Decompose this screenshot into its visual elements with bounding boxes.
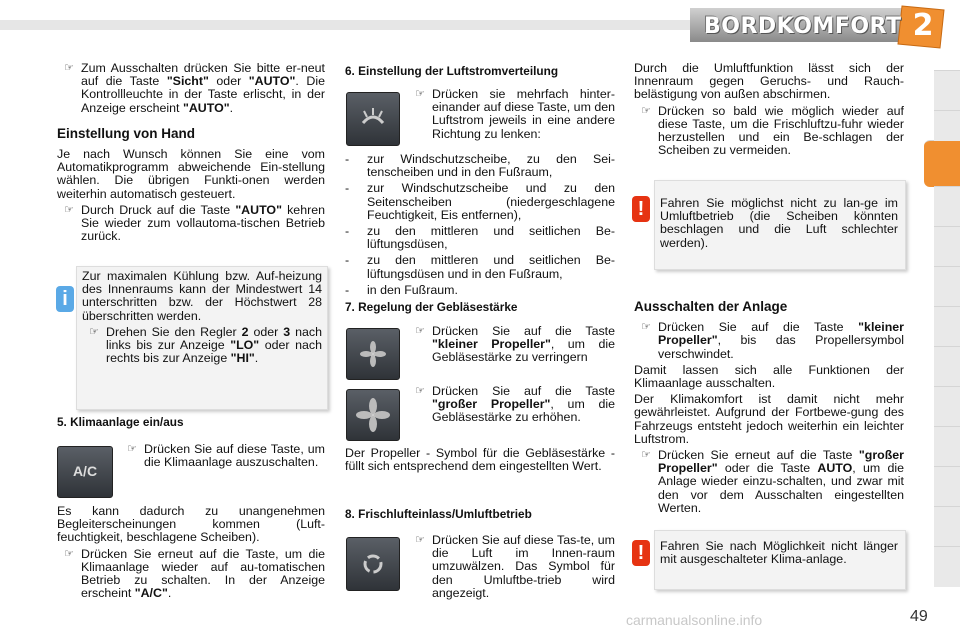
section-heading-8: 8. Frischlufteinlass/Umluftbetrieb — [345, 507, 532, 521]
side-tab-12[interactable] — [934, 546, 960, 587]
bullet-item — [408, 534, 615, 600]
paragraph: Durch die Umluftfunktion lässt sich der Innenraum gegen Geruchs- und Rauch-belästigung von außen abschirmen. — [634, 61, 904, 102]
section-heading-7: 7. Regelung der Gebläsestärke — [345, 300, 518, 315]
column-right-bottom — [634, 294, 904, 518]
pointing-hand-icon: ☞ — [415, 88, 425, 100]
side-tab-7[interactable] — [934, 346, 960, 387]
bullet-item — [408, 325, 615, 365]
large-fan-button-image — [346, 389, 400, 441]
side-tab-9[interactable] — [934, 426, 960, 467]
bullet-text: Drücken Sie auf die Taste "großer Propeller", um die Gebläsestärke zu erhöhen. — [432, 384, 615, 425]
paragraph: Je nach Wunsch können Sie eine vom Automatikprogramm abweichende Ein-stellung wählen. Die übrigen Funkti-onen werden weiterhin automatisch gesteuert. — [57, 147, 325, 201]
section-8-bullet — [408, 534, 615, 603]
section-7-bullet-b — [408, 385, 615, 428]
pointing-hand-icon: ☞ — [641, 321, 651, 334]
ac-notes — [57, 505, 325, 603]
bullet-item — [634, 105, 904, 158]
section-7-bullet-a — [408, 325, 615, 368]
warning-icon: ! — [632, 196, 650, 222]
info-icon: i — [56, 286, 74, 312]
paragraph: Damit lassen sich alle Funktionen der Klimaanlage ausschalten. — [634, 362, 904, 391]
pointing-hand-icon: ☞ — [89, 325, 99, 338]
air-distribution-button-image — [346, 92, 400, 146]
side-tab-10[interactable] — [934, 466, 960, 507]
warning-text: Fahren Sie nach Möglichkeit nicht länger mit ausgeschalteter Klima-anlage. — [660, 539, 898, 567]
paragraph: Es kann dadurch zu unangenehmen Begleiterscheinungen kommen (Luft-feuchtigkeit, beschlagene Scheiben). — [57, 504, 325, 545]
info-box-content — [82, 270, 322, 368]
info-text: Zur maximalen Kühlung bzw. Auf-heizung des Innenraums kann der Mindestwert 14 unterschritten bzw. der Höchstwert 28 überschritten werden. — [82, 269, 322, 323]
pointing-hand-icon: ☞ — [64, 547, 74, 560]
section-8-heading-wrap — [345, 508, 615, 521]
section-heading-manual: Einstellung von Hand — [57, 125, 196, 141]
side-tab-3[interactable] — [934, 186, 960, 227]
section-7-note — [345, 447, 615, 476]
chapter-number: 2 — [912, 8, 934, 43]
bullet-text: Drücken so bald wie möglich wieder auf diese Taste, um die Frischluftzu-fuhr wieder herzustellen und ein Be-schlagen der Scheiben zu vermeiden. — [658, 103, 904, 158]
bullet-item — [634, 321, 904, 361]
warning-icon: ! — [632, 540, 650, 566]
watermark: carmanualsonline.info — [626, 612, 763, 628]
pointing-hand-icon: ☞ — [641, 449, 651, 462]
bullet-text: Drücken Sie auf diese Taste, um die Klimaanlage auszuschalten. — [144, 442, 325, 470]
bullet-text: Drücken Sie auf die Taste "kleiner Propeller", bis das Propellersymbol verschwindet. — [658, 320, 904, 361]
warning-box-1-content — [660, 197, 898, 253]
section-6-list — [345, 153, 615, 314]
section-heading-6: 6. Einstellung der Luftstromverteilung — [345, 64, 559, 78]
bullet-item — [120, 443, 325, 469]
list-item: - zur Windschutzscheibe und zu den Seitenscheiben (niedergeschlagene Feuchtigkeit, Eis entfernen), — [345, 181, 615, 222]
section-5 — [57, 416, 325, 429]
list-item: - zur Windschutzscheibe, zu den Sei-tenscheiben und in den Fußraum, — [345, 152, 615, 180]
page-number: 49 — [910, 608, 928, 625]
pointing-hand-icon: ☞ — [127, 443, 137, 455]
bullet-item — [82, 326, 322, 366]
warning-box-2-content — [660, 540, 898, 569]
side-tab-active[interactable] — [924, 140, 960, 187]
bullet-item — [408, 385, 615, 425]
section-heading-5: 5. Klimaanlage ein/aus — [57, 415, 184, 429]
bullet-text: Drücken Sie erneut auf die Taste, um die Klimaanlage wieder auf au-tomatischen Betrieb zu schalten. In der Anzeige erscheint "A/C". — [81, 546, 325, 601]
bullet-text: Durch Druck auf die Taste "AUTO" kehren Sie wieder zum vollautoma-tischen Betrieb zurück. — [81, 202, 325, 244]
ac-button-description — [120, 443, 325, 472]
bullet-item — [57, 548, 325, 601]
bullet-text: Drücken Sie auf diese Tas-te, um die Luft im Innen-raum umzuwälzen. Das Symbol für den Umluftbe-trieb wird angezeigt. — [432, 533, 615, 600]
bullet-text: Drücken sie mehrfach hinter-einander auf diese Taste, um den Luftstrom jeweils in eine andere Richtung zu lenken: — [432, 87, 616, 141]
ac-button-image — [57, 446, 113, 498]
page-header — [0, 0, 960, 52]
recirculation-button-image — [346, 537, 400, 591]
small-propeller-icon — [347, 329, 399, 379]
large-propeller-icon — [347, 390, 399, 440]
pointing-hand-icon: ☞ — [415, 325, 425, 337]
side-tab-5[interactable] — [934, 266, 960, 307]
pointing-hand-icon: ☞ — [64, 203, 74, 216]
ac-button-label: A/C — [72, 463, 98, 479]
air-distribution-icon — [347, 93, 399, 145]
side-tab-1[interactable] — [934, 70, 960, 111]
pointing-hand-icon: ☞ — [641, 104, 651, 117]
side-tab-4[interactable] — [934, 226, 960, 267]
chapter-title: BORDKOMFORT — [704, 14, 902, 39]
bullet-text: Drehen Sie den Regler 2 oder 3 nach links bis zur Anzeige "LO" oder nach rechts bis zur Anzeige "HI". — [106, 324, 323, 366]
bullet-item — [634, 449, 904, 515]
pointing-hand-icon: ☞ — [415, 534, 425, 546]
bullet-text: Drücken Sie auf die Taste "kleiner Propeller", um die Gebläsestärke zu verringern — [432, 324, 615, 365]
list-item: - zu den mittleren und seitlichen Be-lüftungsdüsen und in den Fußraum, — [345, 253, 615, 281]
paragraph: Der Propeller - Symbol für die Gebläsestärke - füllt sich entsprechend dem eingestellten Wert. — [345, 446, 615, 474]
section-heading-off: Ausschalten der Anlage — [634, 299, 788, 314]
bullet-text: Zum Ausschalten drücken Sie bitte er-neut auf die Taste "Sicht" oder "AUTO". Die Kontrollleuchte in der Taste erlischt, in der Anzeige erscheint "AUTO". — [81, 61, 325, 115]
side-tab-8[interactable] — [934, 386, 960, 427]
column-right-top — [634, 62, 904, 160]
pointing-hand-icon: ☞ — [64, 62, 74, 74]
bullet-item — [408, 88, 615, 141]
section-6-heading-wrap — [345, 65, 615, 78]
pointing-hand-icon: ☞ — [415, 385, 425, 397]
bullet-item — [57, 204, 325, 244]
recirculation-icon — [347, 538, 399, 590]
bullet-text: Drücken Sie erneut auf die Taste "großer Propeller" oder die Taste AUTO, um die Anlage wieder einzu-schalten, und zwar mit den vor dem Ausschalten eingestellten Werten. — [658, 448, 905, 515]
paragraph: Der Klimakomfort ist damit nicht mehr gewährleistet. Aufgrund der Fortbewe-gung des Fahrzeugs entsteht jedoch weiterhin ein leichter Luftstrom. — [634, 392, 904, 446]
list-item: - in den Fußraum. — [345, 282, 458, 297]
side-tab-6[interactable] — [934, 306, 960, 347]
section-6-bullet — [408, 88, 615, 144]
warning-text: Fahren Sie möglichst nicht zu lan-ge im Umluftbetrieb (die Scheiben könnten beschlagen und die Luft schlechter werden). — [660, 196, 898, 250]
small-fan-button-image — [346, 328, 400, 380]
side-tab-11[interactable] — [934, 506, 960, 547]
bullet-item — [57, 62, 325, 115]
column-left — [57, 62, 325, 246]
side-tab-2[interactable] — [934, 110, 960, 141]
list-item: - zu den mittleren und seitlichen Be-lüftungsdüsen, — [345, 224, 615, 252]
